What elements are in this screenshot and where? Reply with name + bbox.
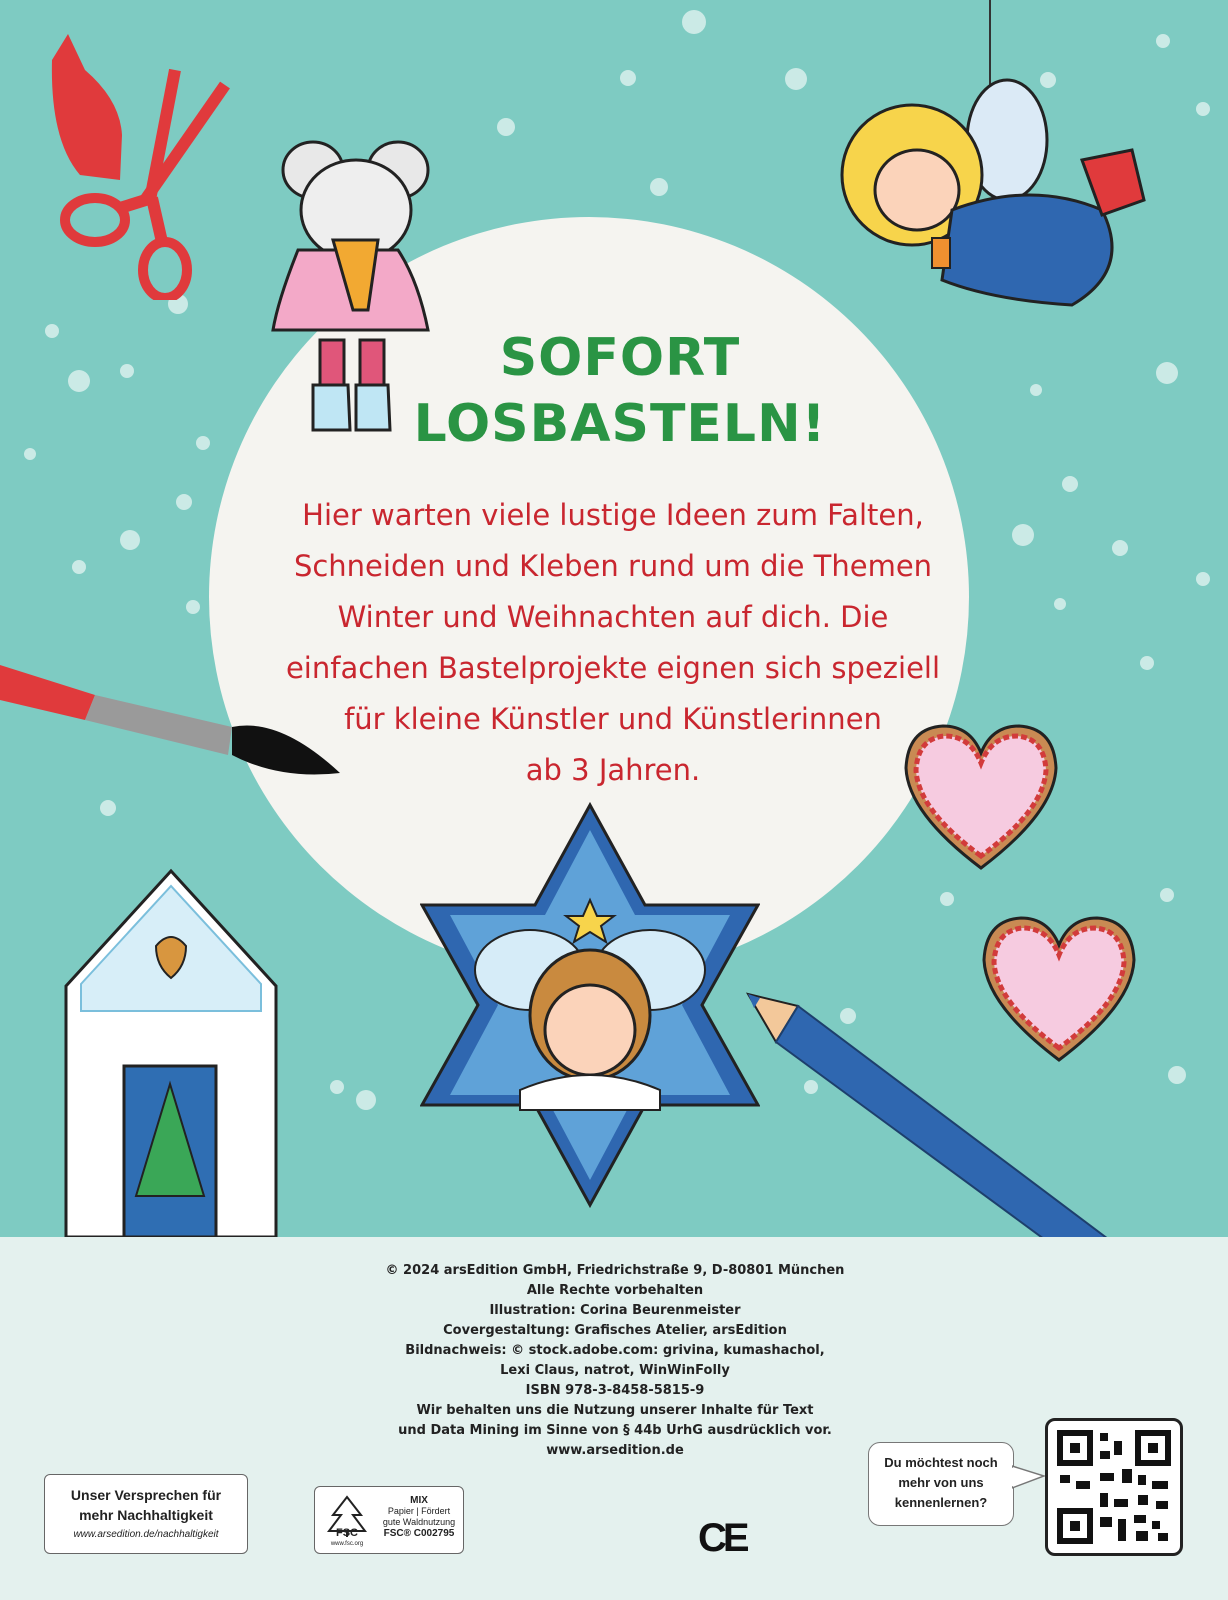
fsc-code: FSC® C002795: [383, 1528, 455, 1539]
imprint-line: Illustration: Corina Beurenmeister: [489, 1303, 741, 1318]
description-line: für kleine Künstler und Künstlerinnen: [344, 702, 882, 736]
description-line: Winter und Weihnachten auf dich. Die: [337, 600, 889, 634]
qr-code-icon[interactable]: [1045, 1418, 1183, 1556]
imprint-text: [300, 1261, 930, 1461]
fsc-details: [377, 1495, 461, 1539]
imprint-line: ISBN 978-3-8458-5815-9: [525, 1383, 705, 1398]
imprint-line: Covergestaltung: Grafisches Atelier, arsEdition: [443, 1323, 787, 1338]
sustainability-badge: [44, 1474, 248, 1554]
description-line: einfachen Bastelprojekte eignen sich speziell: [285, 651, 941, 685]
badge-line-1: Unser Versprechen für: [70, 1487, 222, 1503]
imprint-line: © 2024 arsEdition GmbH, Friedrichstraße 9, D-80801 München: [385, 1263, 845, 1278]
bubble-line-3: kennenlernen?: [894, 1495, 988, 1510]
star-angel-ornament-illustration: [420, 800, 760, 1212]
headline-line-1: SOFORT: [499, 328, 741, 388]
bubble-line-1: Du möchtest noch: [884, 1455, 998, 1470]
bubble-line-2: mehr von uns: [898, 1475, 984, 1490]
description-line: Hier warten viele lustige Ideen zum Falten,: [302, 498, 924, 532]
badge-line-2: mehr Nachhaltigkeit: [79, 1507, 213, 1523]
website-link[interactable]: www.arsedition.de: [546, 1443, 684, 1458]
description-line: Schneiden und Kleben rund um die Themen: [293, 549, 933, 583]
speech-bubble: [868, 1442, 1014, 1526]
house-cutout-illustration: [56, 866, 286, 1237]
scissors-icon: [40, 30, 240, 300]
headline-line-2: LOSBASTELN!: [413, 394, 827, 454]
ce-mark: CE: [698, 1516, 746, 1560]
fsc-logo-text: FSC: [336, 1527, 358, 1539]
fsc-badge: [314, 1486, 464, 1554]
imprint-line: Lexi Claus, natrot, WinWinFolly: [500, 1363, 730, 1378]
imprint-line: Bildnachweis: © stock.adobe.com: grivina, kumashachol,: [405, 1343, 825, 1358]
imprint-line: Alle Rechte vorbehalten: [526, 1283, 704, 1298]
imprint-line: Wir behalten uns die Nutzung unserer Inhalte für Text: [416, 1403, 814, 1418]
pencil-icon: [738, 984, 1178, 1237]
fsc-url: www.fsc.org: [330, 1541, 364, 1547]
headline: [380, 325, 860, 457]
description-text: [268, 490, 958, 796]
fsc-line-2: gute Waldnutzung: [382, 1517, 456, 1527]
fsc-line-1: Papier | Fördert: [387, 1506, 451, 1516]
qr-code-pattern: [1048, 1421, 1180, 1553]
imprint-line: und Data Mining im Sinne von § 44b UrhG ausdrücklich vor.: [398, 1423, 832, 1438]
description-line: ab 3 Jahren.: [525, 753, 701, 787]
fsc-mix: MIX: [410, 1495, 428, 1506]
angel-ornament-illustration: [832, 0, 1172, 320]
speech-bubble-tail: [1012, 1462, 1046, 1492]
sustainability-link[interactable]: www.arsedition.de/nachhaltigkeit: [73, 1529, 219, 1540]
